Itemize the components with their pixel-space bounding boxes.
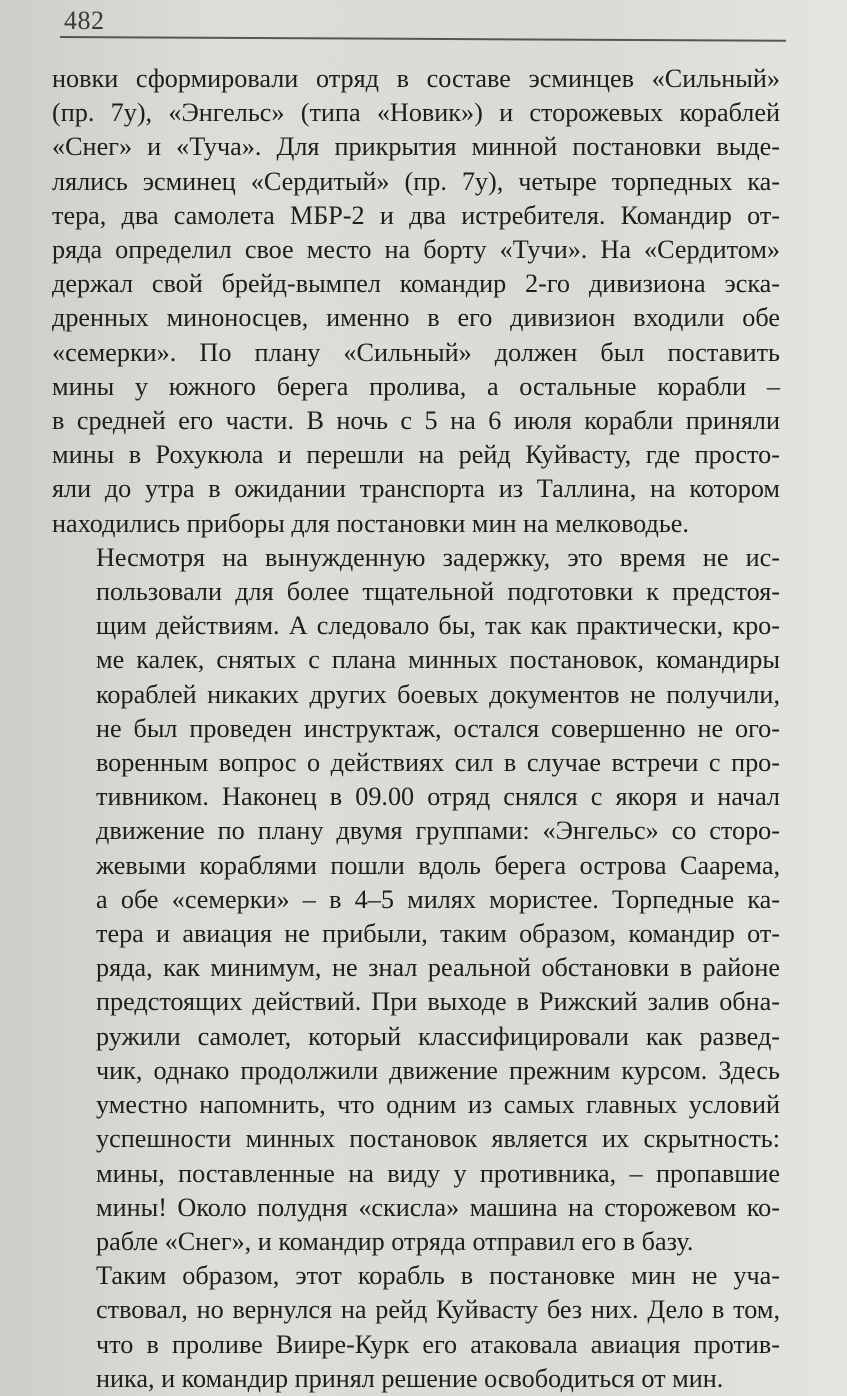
text-line: (пр. 7у), «Энгельс» (типа «Новик») и сторожевых кораблей bbox=[52, 98, 780, 128]
text-line: находились приборы для постановки мин на мелководье. bbox=[52, 508, 689, 538]
text-line: мины у южного берега пролива, а остальные корабли – bbox=[52, 371, 780, 401]
text-line: жевыми кораблями пошли вдоль берега острова Саарема, bbox=[96, 850, 780, 880]
text-line: чик, однако продолжили движение прежним курсом. Здесь bbox=[96, 1055, 780, 1085]
text-line: мины, поставленные на виду у противника, – пропавшие bbox=[96, 1158, 780, 1188]
text-line: в средней его части. В ночь с 5 на 6 июля корабли приняли bbox=[52, 406, 780, 436]
text-line: ряда, как минимум, не знал реальной обстановки в районе bbox=[96, 953, 780, 983]
text-line: новки сформировали отряд в составе эсминцев «Сильный» bbox=[52, 64, 780, 93]
text-line: пользовали для более тщательной подготовки к предстоя- bbox=[96, 577, 780, 607]
page-number: 482 bbox=[64, 6, 105, 35]
text-line: уместно напомнить, что одним из самых главных условий bbox=[96, 1090, 780, 1120]
header-rule bbox=[60, 36, 786, 42]
text-line: кораблей никаких других боевых документов не получили, bbox=[96, 679, 780, 709]
text-line: воренным вопрос о действиях сил в случае встречи с про- bbox=[96, 748, 780, 778]
text-line: ме калек, снятых с плана минных постановок, командиры bbox=[96, 645, 780, 675]
text-line: «семерки». По плану «Сильный» должен был поставить bbox=[52, 337, 780, 367]
text-line: держал свой брейд-вымпел командир 2-го дивизиона эска- bbox=[52, 269, 780, 299]
text-line: рабле «Снег», и командир отряда отправил его в базу. bbox=[96, 1226, 694, 1256]
text-line: тера и авиация не прибыли, таким образом, командир от- bbox=[96, 919, 780, 949]
text-line: лялись эсминец «Сердитый» (пр. 7у), четыре торпедных ка- bbox=[52, 166, 780, 196]
text-line: дренных миноносцев, именно в его дивизион входили обе bbox=[52, 303, 780, 333]
text-line: щим действиям. А следовало бы, так как практически, кро- bbox=[96, 611, 780, 641]
text-line: ника, и командир принял решение освободиться от мин. bbox=[96, 1363, 724, 1393]
text-line: Таким образом, этот корабль в постановке мин не уча- bbox=[96, 1261, 780, 1291]
text-line: ряда определил свое место на борту «Тучи». На «Сердитом» bbox=[52, 235, 780, 265]
text-line: движение по плану двумя группами: «Энгельс» со сторо- bbox=[96, 816, 780, 846]
text-line: мины! Около полудня «скисла» машина на сторожевом ко- bbox=[96, 1192, 780, 1222]
text-line: не был проведен инструктаж, остался совершенно не ого- bbox=[96, 713, 780, 743]
text-line: «Снег» и «Туча». Для прикрытия минной постановки выде- bbox=[52, 132, 780, 162]
text-line: яли до утра в ожидании транспорта из Таллина, на котором bbox=[52, 474, 780, 504]
text-line: мины в Рохукюла и перешли на рейд Куйвасту, где просто- bbox=[52, 440, 780, 470]
text-line: ствовал, но вернулся на рейд Куйвасту без них. Дело в том, bbox=[96, 1295, 780, 1325]
body-text bbox=[52, 62, 780, 1396]
text-line: тера, два самолета МБР-2 и два истребителя. Командир от- bbox=[52, 200, 780, 230]
text-line: успешности минных постановок является их скрытность: bbox=[96, 1124, 780, 1154]
text-line: что в проливе Виире-Курк его атаковала авиация против- bbox=[96, 1329, 780, 1359]
text-line: ружили самолет, который классифицировали как развед- bbox=[96, 1021, 780, 1051]
paragraph-3 bbox=[52, 1259, 780, 1396]
text-line: тивником. Наконец в 09.00 отряд снялся с якоря и начал bbox=[96, 782, 780, 812]
paragraph-1 bbox=[52, 62, 780, 541]
paragraph-2 bbox=[52, 541, 780, 1259]
text-line: а обе «семерки» – в 4–5 милях мористее. Торпедные ка- bbox=[96, 884, 780, 914]
text-line: предстоящих действий. При выходе в Рижский залив обна- bbox=[96, 987, 780, 1017]
text-line: Несмотря на вынужденную задержку, это время не ис- bbox=[96, 542, 780, 572]
